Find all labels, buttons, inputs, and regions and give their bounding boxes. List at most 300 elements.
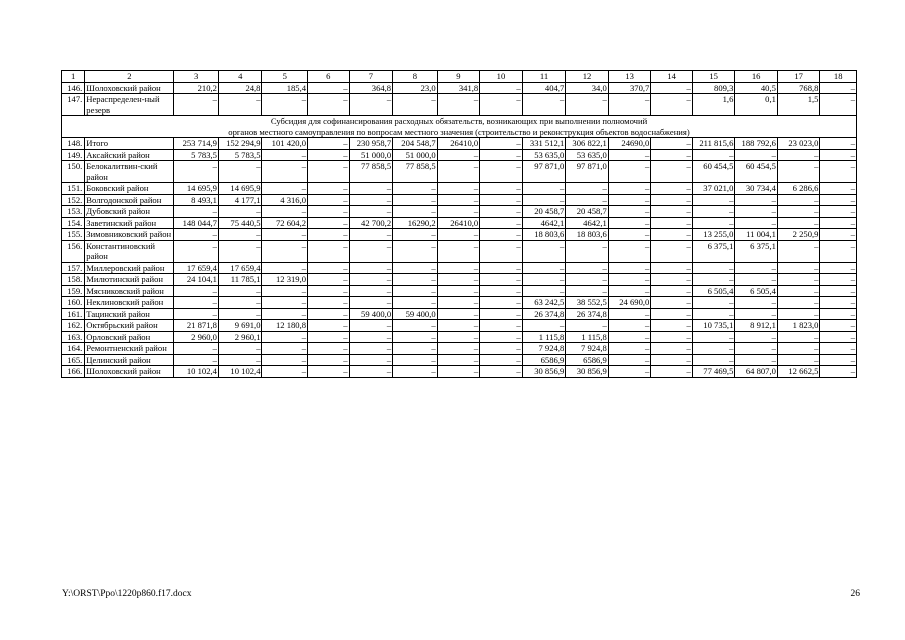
district-name: Неклиновский район <box>85 297 174 309</box>
value-cell: – <box>522 262 566 274</box>
value-cell: 14 695,9 <box>174 183 219 195</box>
column-number: 1 <box>62 71 85 83</box>
value-cell: – <box>262 262 308 274</box>
value-cell: 10 102,4 <box>174 366 219 378</box>
value-cell: 8 912,1 <box>735 320 778 332</box>
value-cell: – <box>566 320 609 332</box>
value-cell: 768,8 <box>777 82 820 94</box>
value-cell: – <box>735 354 778 366</box>
district-name: Боковский район <box>85 183 174 195</box>
value-cell: – <box>608 94 651 116</box>
value-cell: – <box>608 194 651 206</box>
row-number: 165. <box>62 354 85 366</box>
value-cell: – <box>777 149 820 161</box>
value-cell: – <box>174 354 219 366</box>
value-cell: – <box>820 161 857 183</box>
value-cell: 37 021,0 <box>692 183 735 195</box>
value-cell: – <box>174 297 219 309</box>
value-cell: – <box>393 343 438 355</box>
value-cell: – <box>218 343 262 355</box>
district-name: Заветинский район <box>85 217 174 229</box>
table-row <box>62 354 857 366</box>
value-cell: – <box>393 240 438 262</box>
row-number: 160. <box>62 297 85 309</box>
column-number: 4 <box>218 71 262 83</box>
value-cell: 97 871,0 <box>566 161 609 183</box>
value-cell: – <box>308 262 350 274</box>
value-cell: – <box>651 206 693 218</box>
value-cell: – <box>349 285 393 297</box>
value-cell: – <box>651 366 693 378</box>
value-cell: – <box>308 274 350 286</box>
row-number: 151. <box>62 183 85 195</box>
value-cell: – <box>349 240 393 262</box>
value-cell: 306 822,1 <box>566 138 609 150</box>
value-cell: – <box>308 366 350 378</box>
column-number: 6 <box>308 71 350 83</box>
value-cell: – <box>522 274 566 286</box>
value-cell: 809,3 <box>692 82 735 94</box>
row-number: 155. <box>62 229 85 241</box>
value-cell: – <box>777 297 820 309</box>
value-cell: – <box>735 331 778 343</box>
value-cell: – <box>218 229 262 241</box>
value-cell: – <box>608 320 651 332</box>
value-cell: 404,7 <box>522 82 566 94</box>
value-cell: 53 635,0 <box>522 149 566 161</box>
value-cell: – <box>651 82 693 94</box>
value-cell: – <box>437 229 480 241</box>
value-cell: – <box>777 354 820 366</box>
value-cell: – <box>777 217 820 229</box>
value-cell: 2 250,9 <box>777 229 820 241</box>
row-number: 149. <box>62 149 85 161</box>
value-cell: – <box>393 297 438 309</box>
value-cell: – <box>566 240 609 262</box>
value-cell: – <box>566 183 609 195</box>
value-cell: 5 783,5 <box>174 149 219 161</box>
value-cell: – <box>735 194 778 206</box>
value-cell: 51 000,0 <box>393 149 438 161</box>
value-cell: – <box>480 183 523 195</box>
column-number: 5 <box>262 71 308 83</box>
table-row <box>62 161 857 183</box>
value-cell: – <box>820 149 857 161</box>
value-cell: – <box>692 262 735 274</box>
district-name: Мясниковский район <box>85 285 174 297</box>
value-cell: – <box>218 297 262 309</box>
value-cell: 6 505,4 <box>692 285 735 297</box>
row-number: 152. <box>62 194 85 206</box>
table-row <box>62 229 857 241</box>
value-cell: 18 803,6 <box>522 229 566 241</box>
value-cell: 14 695,9 <box>218 183 262 195</box>
value-cell: 13 255,0 <box>692 229 735 241</box>
value-cell: – <box>349 354 393 366</box>
value-cell: – <box>437 297 480 309</box>
value-cell: – <box>308 194 350 206</box>
value-cell: – <box>437 274 480 286</box>
value-cell: – <box>651 297 693 309</box>
value-cell: 20 458,7 <box>566 206 609 218</box>
value-cell: 23,0 <box>393 82 438 94</box>
value-cell: – <box>651 194 693 206</box>
value-cell: 204 548,7 <box>393 138 438 150</box>
value-cell: – <box>651 320 693 332</box>
value-cell: – <box>522 240 566 262</box>
value-cell: 40,5 <box>735 82 778 94</box>
value-cell: 1,6 <box>692 94 735 116</box>
value-cell: 11 004,1 <box>735 229 778 241</box>
value-cell: 7 924,8 <box>522 343 566 355</box>
section-banner <box>62 116 857 138</box>
value-cell: – <box>308 240 350 262</box>
value-cell: 72 604,2 <box>262 217 308 229</box>
value-cell: 26 374,8 <box>522 308 566 320</box>
value-cell: – <box>522 285 566 297</box>
value-cell: – <box>349 331 393 343</box>
value-cell: 1,5 <box>777 94 820 116</box>
value-cell: 24,8 <box>218 82 262 94</box>
value-cell: 211 815,6 <box>692 138 735 150</box>
value-cell: – <box>308 82 350 94</box>
value-cell: – <box>480 308 523 320</box>
value-cell: 101 420,0 <box>262 138 308 150</box>
value-cell: 12 180,8 <box>262 320 308 332</box>
data-table <box>61 70 857 378</box>
column-number: 2 <box>85 71 174 83</box>
value-cell: – <box>777 331 820 343</box>
value-cell: 60 454,5 <box>735 161 778 183</box>
row-number: 153. <box>62 206 85 218</box>
value-cell: – <box>820 183 857 195</box>
district-name: Шолоховский район <box>85 366 174 378</box>
value-cell: 0,1 <box>735 94 778 116</box>
value-cell: – <box>608 161 651 183</box>
value-cell: – <box>308 161 350 183</box>
row-number: 147. <box>62 94 85 116</box>
district-name: Нераспределен-ный резерв <box>85 94 174 116</box>
column-number: 14 <box>651 71 693 83</box>
value-cell: – <box>608 217 651 229</box>
value-cell: 7 924,8 <box>566 343 609 355</box>
value-cell: 6586,9 <box>522 354 566 366</box>
value-cell: – <box>566 274 609 286</box>
value-cell: – <box>566 285 609 297</box>
column-number: 16 <box>735 71 778 83</box>
district-name: Октябрьский район <box>85 320 174 332</box>
value-cell: 75 440,5 <box>218 217 262 229</box>
value-cell: – <box>820 138 857 150</box>
table-row <box>62 94 857 116</box>
value-cell: 38 552,5 <box>566 297 609 309</box>
value-cell: – <box>393 366 438 378</box>
value-cell: – <box>608 206 651 218</box>
value-cell: – <box>262 366 308 378</box>
value-cell: – <box>480 94 523 116</box>
value-cell: – <box>174 206 219 218</box>
value-cell: – <box>393 320 438 332</box>
district-name: Белокалитвин-ский район <box>85 161 174 183</box>
row-number: 163. <box>62 331 85 343</box>
value-cell: – <box>437 161 480 183</box>
value-cell: 6 505,4 <box>735 285 778 297</box>
value-cell: – <box>262 331 308 343</box>
value-cell: – <box>437 285 480 297</box>
value-cell: – <box>692 331 735 343</box>
table-row <box>62 217 857 229</box>
value-cell: – <box>820 320 857 332</box>
value-cell: – <box>651 308 693 320</box>
value-cell: – <box>608 366 651 378</box>
value-cell: – <box>608 229 651 241</box>
value-cell: 1 115,8 <box>522 331 566 343</box>
value-cell: – <box>308 320 350 332</box>
value-cell: 53 635,0 <box>566 149 609 161</box>
value-cell: 64 807,0 <box>735 366 778 378</box>
value-cell: – <box>480 82 523 94</box>
value-cell: – <box>777 240 820 262</box>
column-number: 12 <box>566 71 609 83</box>
value-cell: – <box>174 229 219 241</box>
value-cell: – <box>651 354 693 366</box>
value-cell: – <box>308 331 350 343</box>
column-number: 7 <box>349 71 393 83</box>
value-cell: – <box>480 354 523 366</box>
value-cell: – <box>308 297 350 309</box>
value-cell: – <box>262 161 308 183</box>
district-name: Волгодонской район <box>85 194 174 206</box>
row-number: 164. <box>62 343 85 355</box>
value-cell: – <box>393 206 438 218</box>
district-name: Целинский район <box>85 354 174 366</box>
value-cell: – <box>308 285 350 297</box>
row-number: 148. <box>62 138 85 150</box>
table-row <box>62 240 857 262</box>
value-cell: 26 374,8 <box>566 308 609 320</box>
value-cell: – <box>651 285 693 297</box>
value-cell: – <box>174 285 219 297</box>
value-cell: – <box>262 206 308 218</box>
file-path: Y:\ORST\Ppo\1220p860.f17.docx <box>62 589 192 599</box>
value-cell: – <box>820 229 857 241</box>
value-cell: 253 714,9 <box>174 138 219 150</box>
value-cell: – <box>820 274 857 286</box>
value-cell: 9 691,0 <box>218 320 262 332</box>
value-cell: 12 662,5 <box>777 366 820 378</box>
value-cell: – <box>393 194 438 206</box>
value-cell: – <box>692 206 735 218</box>
value-cell: – <box>437 354 480 366</box>
value-cell: – <box>174 343 219 355</box>
value-cell: – <box>777 262 820 274</box>
value-cell: – <box>608 343 651 355</box>
district-name: Зимовниковский район <box>85 229 174 241</box>
value-cell: – <box>566 194 609 206</box>
value-cell: – <box>308 138 350 150</box>
value-cell: – <box>437 262 480 274</box>
value-cell: – <box>393 229 438 241</box>
value-cell: – <box>692 194 735 206</box>
district-name: Миллеровский район <box>85 262 174 274</box>
value-cell: – <box>692 217 735 229</box>
value-cell: 6 286,6 <box>777 183 820 195</box>
value-cell: 6 375,1 <box>735 240 778 262</box>
value-cell: 26410,0 <box>437 217 480 229</box>
value-cell: – <box>480 262 523 274</box>
value-cell: – <box>393 354 438 366</box>
column-number: 8 <box>393 71 438 83</box>
value-cell: – <box>480 331 523 343</box>
value-cell: – <box>692 308 735 320</box>
value-cell: – <box>820 308 857 320</box>
value-cell: – <box>480 274 523 286</box>
value-cell: – <box>608 149 651 161</box>
value-cell: 59 400,0 <box>393 308 438 320</box>
value-cell: – <box>692 343 735 355</box>
value-cell: – <box>218 94 262 116</box>
value-cell: – <box>777 206 820 218</box>
value-cell: 26410,0 <box>437 138 480 150</box>
value-cell: – <box>308 354 350 366</box>
value-cell: – <box>349 297 393 309</box>
value-cell: 6586,9 <box>566 354 609 366</box>
value-cell: 4642,1 <box>522 217 566 229</box>
value-cell: – <box>820 354 857 366</box>
table-row <box>62 308 857 320</box>
value-cell: – <box>174 94 219 116</box>
column-number: 15 <box>692 71 735 83</box>
value-cell: – <box>651 138 693 150</box>
value-cell: – <box>262 308 308 320</box>
value-cell: – <box>820 82 857 94</box>
row-number: 154. <box>62 217 85 229</box>
value-cell: – <box>735 343 778 355</box>
value-cell: – <box>480 285 523 297</box>
value-cell: – <box>820 343 857 355</box>
value-cell: – <box>393 285 438 297</box>
value-cell: – <box>651 183 693 195</box>
value-cell: 10 735,1 <box>692 320 735 332</box>
value-cell: – <box>480 217 523 229</box>
value-cell: – <box>308 229 350 241</box>
value-cell: – <box>820 297 857 309</box>
value-cell: – <box>480 320 523 332</box>
value-cell: – <box>608 240 651 262</box>
value-cell: – <box>349 194 393 206</box>
value-cell: – <box>608 331 651 343</box>
value-cell: – <box>820 262 857 274</box>
value-cell: 4 177,1 <box>218 194 262 206</box>
value-cell: – <box>480 149 523 161</box>
district-name: Милютинский район <box>85 274 174 286</box>
value-cell: 341,8 <box>437 82 480 94</box>
table-row <box>62 82 857 94</box>
row-number: 159. <box>62 285 85 297</box>
value-cell: – <box>174 161 219 183</box>
value-cell: – <box>437 183 480 195</box>
value-cell: – <box>437 320 480 332</box>
table-row <box>62 320 857 332</box>
value-cell: – <box>480 229 523 241</box>
value-cell: 20 458,7 <box>522 206 566 218</box>
value-cell: – <box>480 297 523 309</box>
district-name: Константиновский район <box>85 240 174 262</box>
value-cell: – <box>608 274 651 286</box>
value-cell: 77 858,5 <box>349 161 393 183</box>
value-cell: – <box>308 183 350 195</box>
table-row <box>62 194 857 206</box>
value-cell: – <box>692 149 735 161</box>
value-cell: 77 469,5 <box>692 366 735 378</box>
value-cell: – <box>820 194 857 206</box>
value-cell: 97 871,0 <box>522 161 566 183</box>
value-cell: – <box>735 297 778 309</box>
table-row <box>62 343 857 355</box>
value-cell: – <box>349 183 393 195</box>
value-cell: – <box>692 274 735 286</box>
value-cell: – <box>692 354 735 366</box>
row-number: 150. <box>62 161 85 183</box>
value-cell: – <box>480 161 523 183</box>
table-row <box>62 331 857 343</box>
value-cell: – <box>174 240 219 262</box>
value-cell: – <box>174 308 219 320</box>
column-number: 3 <box>174 71 219 83</box>
value-cell: – <box>308 149 350 161</box>
value-cell: – <box>308 206 350 218</box>
value-cell: 77 858,5 <box>393 161 438 183</box>
district-name: Ремонтненский район <box>85 343 174 355</box>
value-cell: – <box>608 285 651 297</box>
value-cell: – <box>820 331 857 343</box>
table-row <box>62 274 857 286</box>
value-cell: – <box>349 320 393 332</box>
value-cell: – <box>218 308 262 320</box>
value-cell: – <box>437 240 480 262</box>
value-cell: – <box>262 240 308 262</box>
value-cell: – <box>777 343 820 355</box>
value-cell: 148 044,7 <box>174 217 219 229</box>
value-cell: – <box>651 262 693 274</box>
value-cell: 4 316,0 <box>262 194 308 206</box>
value-cell: – <box>349 274 393 286</box>
value-cell: – <box>393 274 438 286</box>
value-cell: 51 000,0 <box>349 149 393 161</box>
value-cell: – <box>735 274 778 286</box>
column-number: 9 <box>437 71 480 83</box>
value-cell: – <box>651 240 693 262</box>
value-cell: 8 493,1 <box>174 194 219 206</box>
value-cell: – <box>566 262 609 274</box>
value-cell: – <box>651 94 693 116</box>
value-cell: 1 115,8 <box>566 331 609 343</box>
value-cell: – <box>393 331 438 343</box>
value-cell: – <box>349 94 393 116</box>
value-cell: – <box>651 229 693 241</box>
row-number: 156. <box>62 240 85 262</box>
value-cell: – <box>522 94 566 116</box>
value-cell: – <box>651 161 693 183</box>
value-cell: 1 823,0 <box>777 320 820 332</box>
value-cell: 17 659,4 <box>174 262 219 274</box>
section-banner-row <box>62 116 857 138</box>
value-cell: – <box>262 354 308 366</box>
value-cell: – <box>820 285 857 297</box>
value-cell: 16290,2 <box>393 217 438 229</box>
value-cell: – <box>480 194 523 206</box>
district-name: Шолоховский район <box>85 82 174 94</box>
